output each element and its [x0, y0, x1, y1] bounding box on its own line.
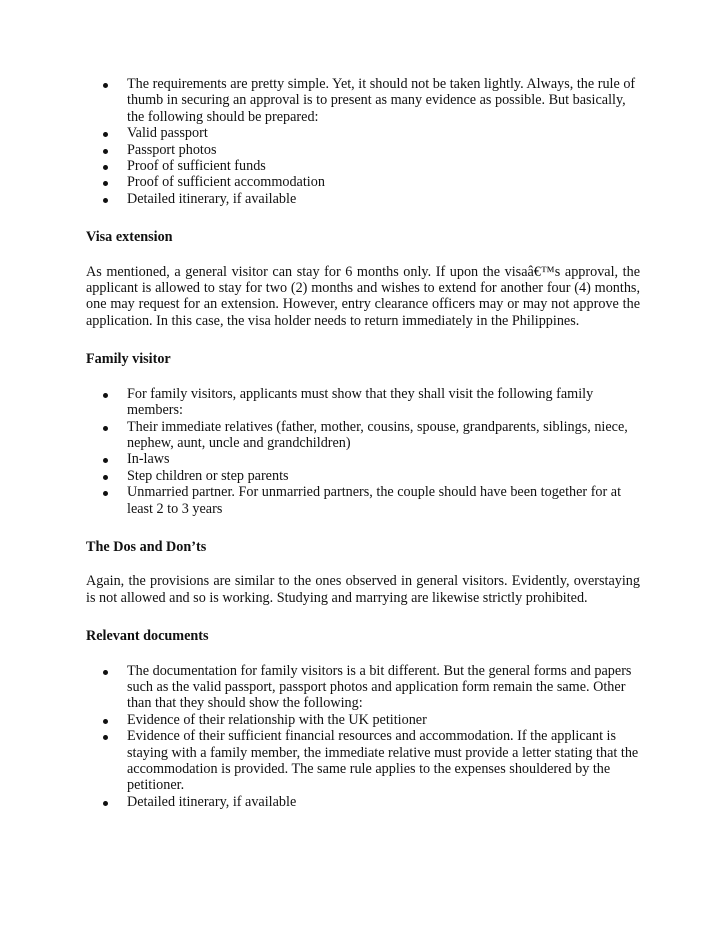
list-item-text: Evidence of their relationship with the UK petitioner [127, 711, 427, 728]
dos-donts-paragraph: Again, the provisions are similar to the ones observed in general visitors. Evidently, overstaying is not allowed and so is working. Studying and marrying are likewise strictly prohibited. [86, 573, 640, 606]
bullet-icon [103, 132, 108, 137]
list-item-text: Proof of sufficient accommodation [127, 174, 325, 191]
list-item [86, 451, 640, 467]
list-item [86, 76, 640, 125]
list-item-text: Their immediate relatives (father, mother, cousins, spouse, grandparents, siblings, niece, nephew, aunt, uncle and grandchildren) [127, 418, 628, 451]
dos-donts-heading: The Dos and Don’ts [86, 538, 207, 555]
list-item-text: Proof of sufficient funds [127, 158, 266, 175]
bullet-icon [103, 198, 108, 203]
bullet-icon [103, 426, 108, 431]
bullet-icon [103, 670, 108, 675]
list-item [86, 728, 640, 794]
bullet-icon [103, 719, 108, 724]
relevant-documents-heading: Relevant documents [86, 628, 209, 645]
bullet-icon [103, 458, 108, 463]
list-item [86, 142, 640, 158]
list-item-text: In-laws [127, 451, 170, 468]
list-item-text: For family visitors, applicants must show that they shall visit the following family members: [127, 385, 594, 419]
relevant-documents-list [86, 663, 640, 811]
bullet-icon [103, 165, 108, 170]
list-item [86, 174, 640, 190]
bullet-icon [103, 491, 108, 496]
list-item-text: Unmarried partner. For unmarried partners, the couple should have been together for at least 2 to 3 years [127, 484, 622, 517]
list-item [86, 386, 640, 419]
list-item-text: Detailed itinerary, if available [127, 793, 297, 810]
family-visitor-heading: Family visitor [86, 351, 171, 368]
visa-extension-heading: Visa extension [86, 229, 173, 246]
bullet-icon [103, 393, 108, 398]
list-item-text: The documentation for family visitors is a bit different. But the general forms and papers such as the valid passport, passport photos and application form remain the same. Other than that they should show the following: [127, 662, 632, 712]
list-item [86, 191, 640, 207]
bullet-icon [103, 149, 108, 154]
bullet-icon [103, 181, 108, 186]
bullet-icon [103, 83, 108, 88]
list-item [86, 484, 640, 517]
list-item [86, 794, 640, 810]
list-item-text: Step children or step parents [127, 467, 289, 484]
list-item-text: Detailed itinerary, if available [127, 190, 297, 207]
bullet-icon [103, 735, 108, 740]
list-item-text: The requirements are pretty simple. Yet, it should not be taken lightly. Always, the rule of thumb in securing an approval is to present as many evidence as possible. But basically, the following should be prepared: [127, 76, 636, 125]
list-item-text: Valid passport [127, 125, 208, 142]
list-item [86, 663, 640, 712]
family-visitor-list [86, 386, 640, 517]
list-item [86, 712, 640, 728]
list-item [86, 419, 640, 452]
list-item [86, 125, 640, 141]
list-item [86, 468, 640, 484]
list-item-text: Passport photos [127, 141, 217, 158]
visa-extension-paragraph: As mentioned, a general visitor can stay for 6 months only. If upon the visaâ€™s approval, the applicant is allowed to stay for two (2) months and wishes to extend for another four (4) months, one may request for an extension. However, entry clearance officers may or may not approve the application. In this case, the visa holder needs to return immediately in the Philippines. [86, 263, 640, 329]
requirements-list [86, 76, 640, 207]
bullet-icon [103, 475, 108, 480]
bullet-icon [103, 801, 108, 806]
list-item-text: Evidence of their sufficient financial resources and accommodation. If the applicant is staying with a family member, the immediate relative must provide a letter stating that the accommodation is provided. The same rule applies to the expenses shouldered by the petitioner. [127, 728, 639, 794]
list-item [86, 158, 640, 174]
